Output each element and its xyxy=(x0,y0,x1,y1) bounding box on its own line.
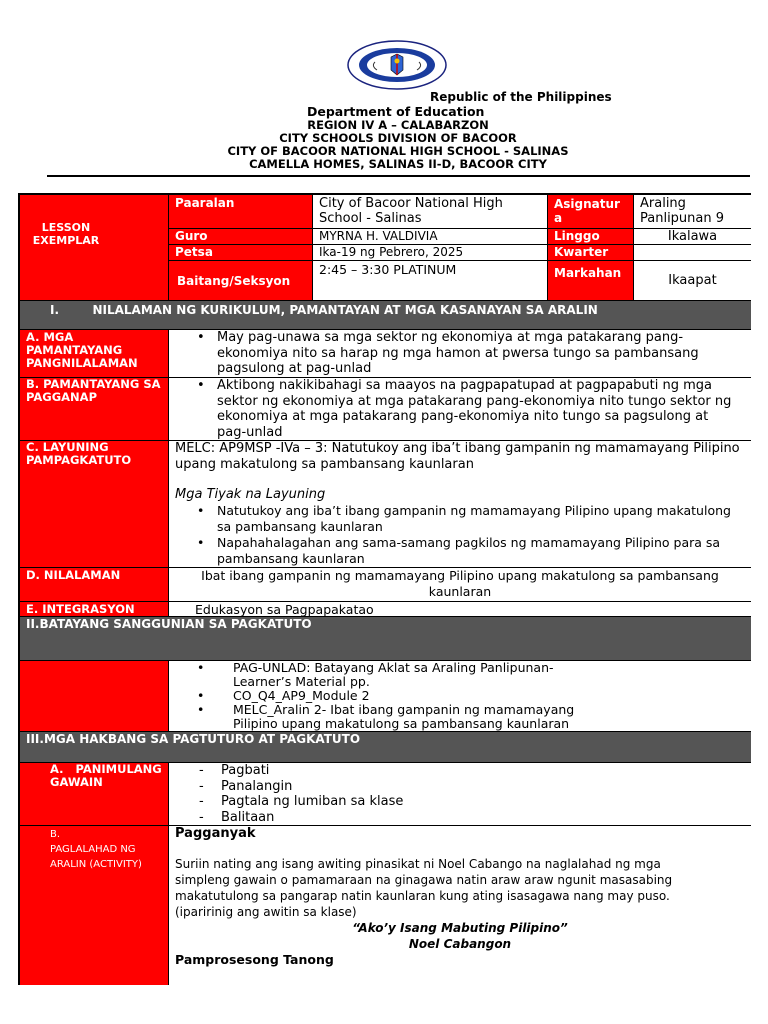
integrasyon-label: E. INTEGRASYON xyxy=(26,602,135,616)
header-rule xyxy=(47,175,750,177)
nilalaman-cell xyxy=(168,567,751,601)
panimulang-gawain-label-cell xyxy=(20,762,168,825)
panimulang-item: - Pagbati xyxy=(169,763,751,779)
panimulang-item: - Pagtala ng lumiban sa klase xyxy=(169,794,751,810)
section-2-title: II.BATAYANG SANGGUNIAN SA PAGKATUTO xyxy=(26,617,312,631)
tiyak-na-layuning: Mga Tiyak na Layuning xyxy=(175,487,326,502)
panimulang-item: - Balitaan xyxy=(169,810,751,826)
song-title: “Ako’y Isang Mabuting Pilipino” xyxy=(352,921,568,935)
kwarter-value-cell xyxy=(633,244,751,260)
kwarter-label-cell xyxy=(547,244,633,260)
pamantayang-pangnilalaman-text: • May pag-unawa sa mga sektor ng ekonomiya at mga patakarang pang-ekonomiya nito sa harap ng mga hamon at pwersa tungo sa pambansang pagsulong at pag-unlad xyxy=(169,330,737,377)
department-line: Department of Education xyxy=(307,104,485,119)
layunin-item: • Natutukoy ang iba’t ibang gampanin ng mamamayang Pilipino upang makatulong sa pambansang kaunlaran xyxy=(169,503,743,535)
paglalahad-label-cell xyxy=(20,825,168,985)
lesson-exemplar-table xyxy=(18,193,751,985)
layunin-item: • Napahahalagahan ang sama-samang pagkilos ng mamamayang Pilipino para sa pambansang kaunlaran xyxy=(169,535,743,567)
deped-seal xyxy=(347,40,447,90)
markahan-value-cell xyxy=(633,260,751,300)
division-line: CITY SCHOOLS DIVISION OF BACOOR xyxy=(279,131,517,145)
linggo-label-cell xyxy=(547,228,633,244)
pamantayang-pagganap-text: • Aktibong nakikibahagi sa maayos na pagpapatupad at pagpapabuti ng mga sektor ng ekonomiya at mga patakarang pang-ekonomiya nito tungo sektor ng ekonomiya at mga patakarang pang-ekonomiya nito tungo sa pagsulong at pag-unlad xyxy=(169,378,737,440)
asignatura-value: Araling Panlipunan 9 xyxy=(640,196,725,226)
sanggunian-cell xyxy=(168,660,751,731)
sanggunian-item: • PAG-UNLAD: Batayang Aklat sa Araling Panlipunan- Learner’s Material pp. xyxy=(169,661,601,689)
pamantayang-pagganap-cell xyxy=(168,377,751,440)
integrasyon-text: Edukasyon sa Pagpapakatao xyxy=(195,602,374,616)
linggo-value: Ikalawa xyxy=(667,229,718,244)
layuning-pampagkatuto-cell xyxy=(168,440,751,567)
lesson-exemplar-cell xyxy=(20,195,168,300)
pamantayang-pangnilalaman-label-cell xyxy=(20,329,168,377)
baitang-value-cell xyxy=(312,260,547,300)
panimulang-item: - Panalangin xyxy=(169,779,751,795)
guro-value-cell xyxy=(312,228,547,244)
paaralan-value-cell xyxy=(312,195,547,228)
baitang-label-cell xyxy=(168,260,312,300)
panimulang-gawain-cell xyxy=(168,762,751,825)
section-2-header xyxy=(20,616,751,660)
pamantayang-pagganap-label: B. PAMANTAYANG SA PAGGANAP xyxy=(26,377,161,404)
region-line: REGION IV A – CALABARZON xyxy=(307,118,489,132)
markahan-value: Ikaapat xyxy=(668,273,717,288)
guro-value: MYRNA H. VALDIVIA xyxy=(319,229,438,243)
pamantayang-pagganap-label-cell xyxy=(20,377,168,440)
pamantayang-pangnilalaman-cell xyxy=(168,329,751,377)
guro-label-cell xyxy=(168,228,312,244)
section-1-header xyxy=(20,300,751,329)
address-line: CAMELLA HOMES, SALINAS II-D, BACOOR CITY xyxy=(249,157,547,171)
sanggunian-item: • CO_Q4_AP9_Module 2 xyxy=(169,689,601,703)
petsa-value-cell xyxy=(312,244,547,260)
integrasyon-cell xyxy=(168,601,751,616)
paaralan-label: Paaralan xyxy=(175,196,235,210)
markahan-label: Markahan xyxy=(554,266,622,280)
asignatura-value-cell xyxy=(633,195,751,228)
panimulang-gawain-label: A. PANIMULANG GAWAIN xyxy=(50,762,166,789)
petsa-label: Petsa xyxy=(175,245,213,259)
lesson-exemplar-label: LESSON EXEMPLAR xyxy=(32,221,100,247)
paglalahad-cell xyxy=(168,825,751,985)
paaralan-value: City of Bacoor National High School - Salinas xyxy=(319,196,503,226)
asignatura-label-cell xyxy=(547,195,633,228)
section-1-title: I. NILALAMAN NG KURIKULUM, PAMANTAYAN AT MGA KASANAYAN SA ARALIN xyxy=(50,303,598,317)
sanggunian-label-cell xyxy=(20,660,168,731)
linggo-value-cell xyxy=(633,228,751,244)
baitang-label: Baitang/Seksyon xyxy=(177,274,291,288)
section-3-title: III.MGA HAKBANG SA PAGTUTURO AT PAGKATUTO xyxy=(26,732,361,746)
section-3-header xyxy=(20,731,751,762)
baitang-value: 2:45 – 3:30 PLATINUM xyxy=(319,262,457,277)
petsa-label-cell xyxy=(168,244,312,260)
guro-label: Guro xyxy=(175,229,208,243)
kwarter-label: Kwarter xyxy=(554,245,609,259)
pamantayang-pangnilalaman-label: A. MGA PAMANTAYANG PANGNILALAMAN xyxy=(26,330,138,370)
sanggunian-item: • MELC_Aralin 2- Ibat ibang gampanin ng mamamayang Pilipino upang makatulong sa pambansang kaunlaran xyxy=(169,703,601,731)
layuning-pampagkatuto-label: C. LAYUNING PAMPAGKATUTO xyxy=(26,440,132,467)
nilalaman-text: Ibat ibang gampanin ng mamamayang Pilipino upang makatulong sa pambansang kaunlaran xyxy=(201,568,719,599)
paaralan-label-cell xyxy=(168,195,312,228)
petsa-value: Ika-19 ng Pebrero, 2025 xyxy=(319,245,464,259)
paglalahad-label: B. PAGLALAHAD NG ARALIN (ACTIVITY) xyxy=(50,829,142,870)
asignatura-label: Asignatura xyxy=(554,197,620,225)
nilalaman-label: D. NILALAMAN xyxy=(26,568,121,582)
republic-line: Republic of the Philippines xyxy=(430,90,612,104)
pagganyak-heading: Pagganyak xyxy=(175,826,256,841)
school-line: CITY OF BACOOR NATIONAL HIGH SCHOOL - SALINAS xyxy=(227,144,569,158)
nilalaman-label-cell xyxy=(20,567,168,601)
pagganyak-text: Suriin nating ang isang awiting pinasikat ni Noel Cabango na naglalahad ng mga simpleng gawain o pamamaraan na ginagawa natin araw araw ngunit masasabing makatutulong sa pangarap natin kaunlaran kung ating isasagawa nang may puso. (iparirinig ang awitin sa klase) xyxy=(175,857,673,919)
pamprosesong-tanong: Pamprosesong Tanong xyxy=(175,952,334,967)
melc-text: MELC: AP9MSP -IVa – 3: Natutukoy ang iba’t ibang gampanin ng mamamayang Pilipino upang makatulong sa pambansang kaunlaran xyxy=(175,441,740,472)
song-artist: Noel Cabangon xyxy=(408,937,512,951)
layuning-pampagkatuto-label-cell xyxy=(20,440,168,567)
linggo-label: Linggo xyxy=(554,229,600,243)
integrasyon-label-cell xyxy=(20,601,168,616)
markahan-label-cell xyxy=(547,260,633,300)
